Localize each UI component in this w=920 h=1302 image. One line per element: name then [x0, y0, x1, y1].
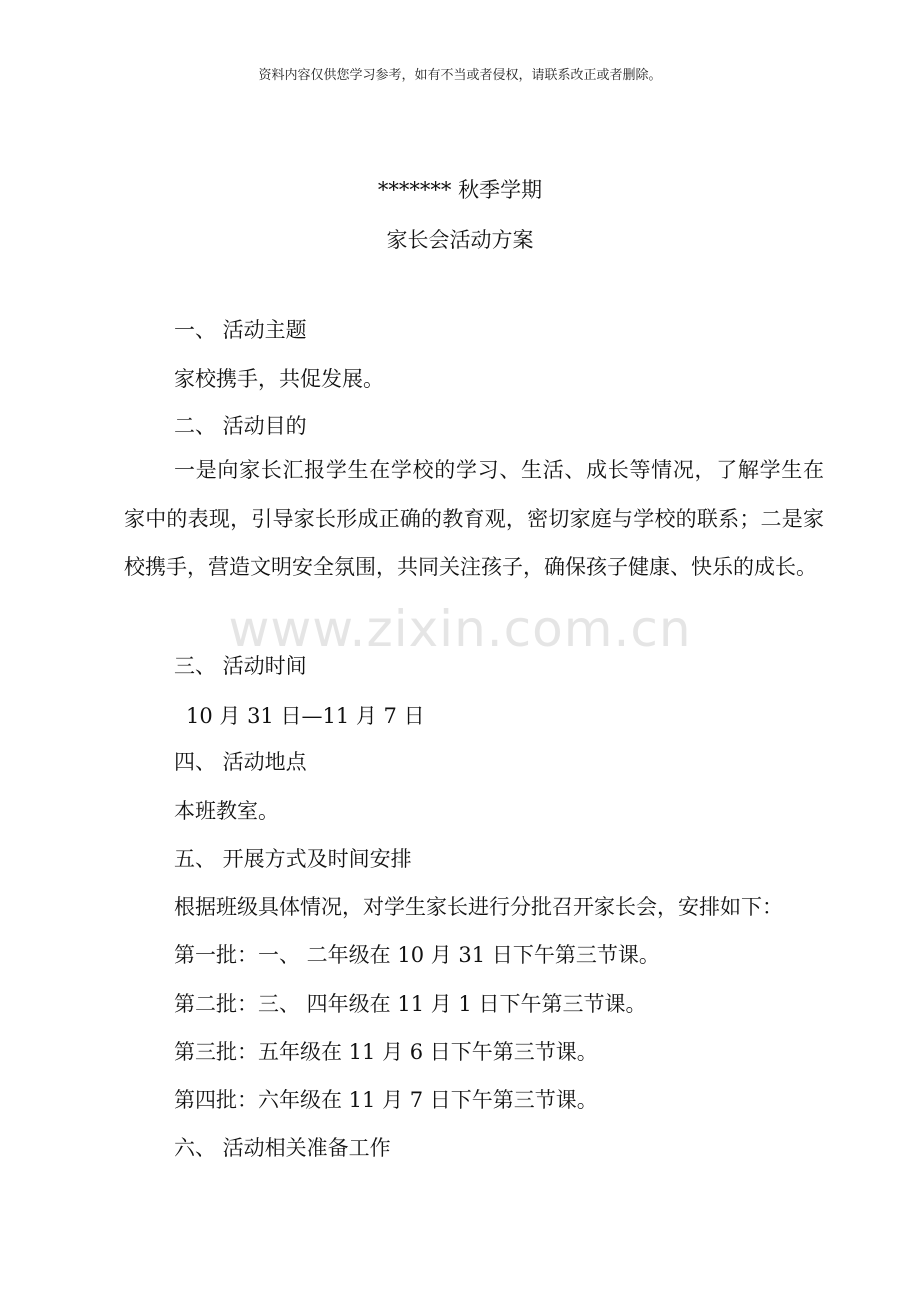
- watermark: www.zixin.com.cn: [228, 600, 692, 658]
- section-heading-theme: 一、 活动主题: [174, 318, 307, 342]
- section-body-purpose: 一是向家长汇报学生在学校的学习、生活、成长等情况，了解学生在家中的表现，引导家长形成正确的教育观，密切家庭与学校的联系；二是家校携手，营造文明安全氛围，共同关注孩子，确保孩子健康、快乐的成长。: [124, 458, 824, 579]
- section-heading-preparation: 六、 活动相关准备工作: [174, 1136, 391, 1160]
- batch-item-3: 第三批：五年级在 11 月 6 日下午第三节课。: [174, 1040, 598, 1064]
- section-heading-time: 三、 活动时间: [174, 654, 307, 678]
- section-heading-location: 四、 活动地点: [174, 750, 307, 774]
- section-body-time: 10 月 31 日—11 月 7 日: [186, 704, 425, 728]
- batch-item-4: 第四批：六年级在 11 月 7 日下午第三节课。: [174, 1088, 598, 1112]
- section-heading-purpose: 二、 活动目的: [174, 414, 307, 438]
- section-body-theme: 家校携手，共促发展。: [174, 367, 384, 391]
- document-title-line1: ******* 秋季学期: [377, 178, 543, 202]
- section-heading-arrangement: 五、 开展方式及时间安排: [174, 847, 412, 871]
- section-body-arrangement-intro: 根据班级具体情况，对学生家长进行分批召开家长会，安排如下：: [174, 895, 783, 919]
- section-body-location: 本班教室。: [174, 799, 279, 823]
- header-note: 资料内容仅供您学习参考，如有不当或者侵权，请联系改正或者删除。: [258, 68, 662, 83]
- batch-item-2: 第二批：三、 四年级在 11 月 1 日下午第三节课。: [174, 992, 647, 1016]
- batch-item-1: 第一批：一、 二年级在 10 月 31 日下午第三节课。: [174, 943, 660, 967]
- document-title-line2: 家长会活动方案: [386, 228, 534, 252]
